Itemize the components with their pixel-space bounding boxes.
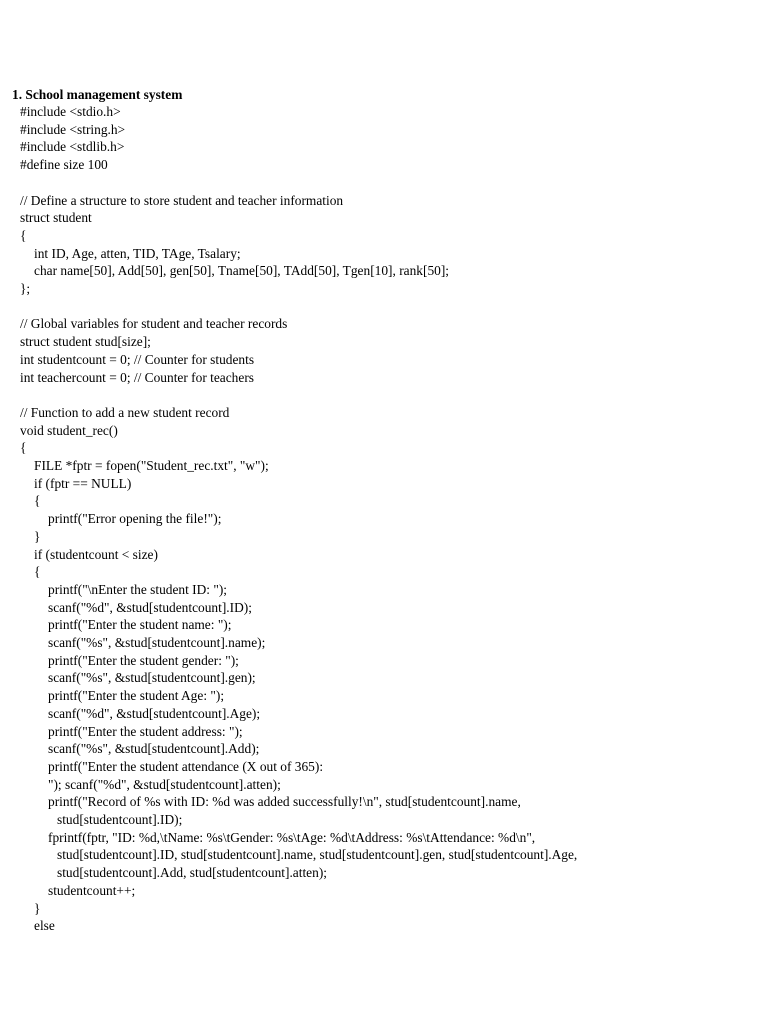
code-line: } [34, 528, 41, 544]
code-line: } [34, 900, 41, 916]
code-line: }; [20, 281, 31, 296]
code-line: scanf("%s", &stud[studentcount].gen); [48, 670, 256, 686]
code-line: else [34, 918, 55, 934]
code-line: scanf("%s", &stud[studentcount].name); [48, 635, 266, 650]
code-line: int studentcount = 0; // Counter for students [20, 351, 255, 367]
code-line: printf("Enter the student Age: "); [48, 688, 225, 704]
code-line: printf("Enter the student name: "); [48, 617, 232, 633]
code-line: { [34, 564, 41, 580]
code-line: #include <stdlib.h> [20, 139, 125, 155]
code-line: printf("Enter the student address: "); [48, 723, 243, 739]
code-line: int ID, Age, atten, TID, TAge, Tsalary; [34, 245, 241, 261]
code-line: char name[50], Add[50], gen[50], Tname[50], TAdd[50], Tgen[10], rank[50]; [34, 263, 450, 279]
code-line: printf("Error opening the file!"); [48, 511, 222, 527]
code-line: #define size 100 [20, 157, 108, 173]
code-line: "); scanf("%d", &stud[studentcount].atten); [48, 776, 281, 792]
code-line: struct student stud[size]; [20, 334, 151, 350]
code-line: { [34, 493, 41, 509]
code-line: stud[studentcount].ID); [57, 812, 183, 827]
code-line: { [20, 440, 27, 456]
code-line: stud[studentcount].Add, stud[studentcount].atten); [57, 865, 327, 881]
code-line: scanf("%d", &stud[studentcount].ID); [48, 599, 252, 615]
code-line: { [20, 227, 27, 243]
code-line: scanf("%s", &stud[studentcount].Add); [48, 741, 260, 757]
code-line: int teachercount = 0; // Counter for teachers [20, 369, 254, 385]
code-line: printf("Enter the student attendance (X out of 365): [48, 758, 324, 774]
code-line: if (studentcount < size) [34, 546, 158, 562]
document-heading: 1. School management system [12, 87, 183, 102]
code-line: fprintf(fptr, "ID: %d,\tName: %s\tGender: %s\tAge: %d\tAddress: %s\tAttendance: %d\n", [48, 829, 536, 845]
code-line: #include <stdio.h> [20, 104, 121, 119]
code-line: printf("Record of %s with ID: %d was added successfully!\n", stud[studentcount].name, [48, 794, 521, 810]
code-line: void student_rec() [20, 422, 118, 438]
code-line: // Function to add a new student record [20, 404, 230, 420]
code-line: printf("\nEnter the student ID: "); [48, 581, 228, 597]
code-line: FILE *fptr = fopen("Student_rec.txt", "w"); [34, 458, 269, 473]
code-line: if (fptr == NULL) [34, 475, 132, 491]
code-line: struct student [20, 210, 92, 226]
code-line: // Global variables for student and teacher records [20, 316, 288, 332]
code-line: printf("Enter the student gender: "); [48, 652, 239, 668]
code-line: #include <string.h> [20, 121, 126, 137]
code-line: studentcount++; [48, 882, 136, 898]
code-line: scanf("%d", &stud[studentcount].Age); [48, 705, 261, 721]
code-line: stud[studentcount].ID, stud[studentcount].name, stud[studentcount].gen, stud[studentcount].Age, [57, 847, 578, 863]
code-line: // Define a structure to store student and teacher information [20, 192, 344, 208]
